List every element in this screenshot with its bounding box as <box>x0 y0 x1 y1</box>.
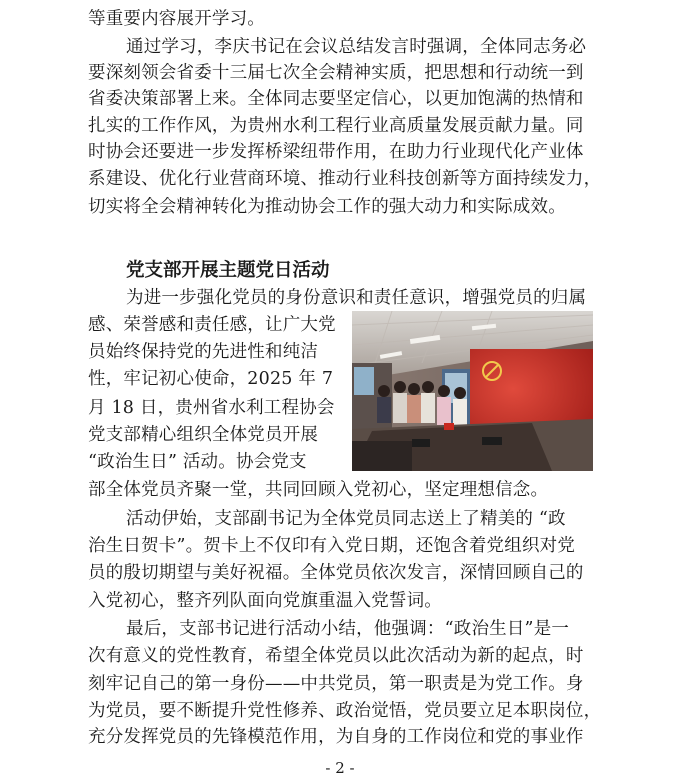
paragraph-line: 切实将全会精神转化为推动协会工作的强大动力和实际成效。 <box>88 197 566 217</box>
section-heading: 党支部开展主题党日活动 <box>126 260 330 281</box>
paragraph-line: “政治生日” 活动。协会党支 <box>88 452 307 472</box>
paragraph-line: 最后，支部书记进行活动小结，他强调：“政治生日”是一 <box>126 619 570 639</box>
paragraph-line: 要深刻领会省委十三届七次全会精神实质，把思想和行动统一到 <box>88 63 584 83</box>
paragraph-line: 性，牢记初心使命，2025 年 7 <box>88 369 334 389</box>
event-photo-illustration <box>352 311 593 471</box>
paragraph-line: 刻牢记自己的第一身份——中共党员，第一职责是为党工作。身 <box>88 674 584 694</box>
paragraph-line: 为进一步强化党员的身份意识和责任意识，增强党员的归属 <box>126 288 587 308</box>
paragraph-line: 党支部精心组织全体党员开展 <box>88 425 319 445</box>
paragraph-line: 等重要内容展开学习。 <box>88 9 265 29</box>
paragraph-line: 员的殷切期望与美好祝福。全体党员依次发言，深情回顾自己的 <box>88 563 584 583</box>
paragraph-line: 感、荣誉感和责任感，让广大党 <box>88 315 336 335</box>
paragraph-line: 部全体党员齐聚一堂，共同回顾入党初心，坚定理想信念。 <box>88 480 549 500</box>
paragraph-line: 员始终保持党的先进性和纯洁 <box>88 342 319 362</box>
event-photo <box>352 311 593 471</box>
paragraph-line: 通过学习，李庆书记在会议总结发言时强调，全体同志务必 <box>126 37 587 57</box>
paragraph-line: 为党员，要不断提升党性修养、政治觉悟，党员要立足本职岗位， <box>88 701 602 721</box>
paragraph-line: 系建设、优化行业营商环境、推动行业科技创新等方面持续发力， <box>88 169 602 189</box>
paragraph-line: 入党初心，整齐列队面向党旗重温入党誓词。 <box>88 591 442 611</box>
paragraph-line: 省委决策部署上来。全体同志要坚定信心，以更加饱满的热情和 <box>88 89 584 109</box>
paragraph-line: 活动伊始，支部副书记为全体党员同志送上了精美的 “政 <box>126 509 566 529</box>
paragraph-line: 治生日贺卡”。贺卡上不仅印有入党日期，还饱含着党组织对党 <box>88 536 576 556</box>
paragraph-line: 充分发挥党员的先锋模范作用，为自身的工作岗位和党的事业作 <box>88 727 584 747</box>
paragraph-line: 月 18 日，贵州省水利工程协会 <box>88 398 335 418</box>
paragraph-line: 扎实的工作作风，为贵州水利工程行业高质量发展贡献力量。同 <box>88 116 584 136</box>
page-number: - 2 - <box>325 759 355 777</box>
paragraph-line: 次有意义的党性教育，希望全体党员以此次活动为新的起点，时 <box>88 646 584 666</box>
paragraph-line: 时协会还要进一步发挥桥梁纽带作用，在助力行业现代化产业体 <box>88 142 584 162</box>
